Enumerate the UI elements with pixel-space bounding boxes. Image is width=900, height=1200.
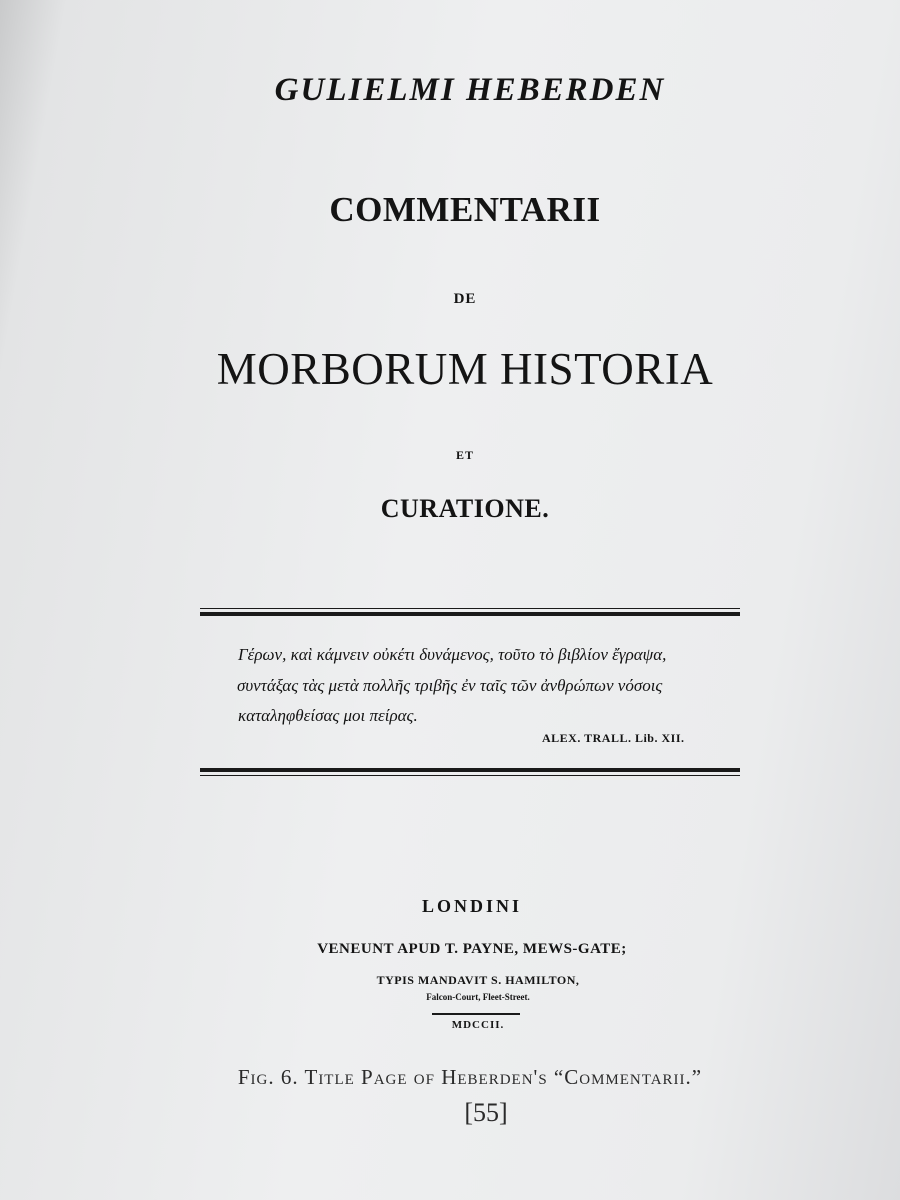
epigraph-bottom-rule: [200, 768, 740, 776]
title-commentarii: COMMENTARII: [329, 190, 601, 229]
imprint-address: Falcon-Court, Fleet-Street.: [426, 992, 530, 1002]
epigraph-top-rule: [200, 608, 740, 616]
epigraph-attribution: ALEX. TRALL. Lib. XII.: [542, 731, 685, 745]
title-morborum-historia: MORBORUM HISTORIA: [216, 344, 714, 394]
figure-caption: Fig. 6. Title Page of Heberden's “Commentarii.”: [237, 1065, 703, 1089]
epigraph-line-2: συντάξας τὰς μετὰ πολλῆς τριβῆς ἐν ταῖς τῶν ἀνθρώπων νόσοις: [237, 676, 663, 695]
epigraph-line-3: καταληφθείσας μοι πείρας.: [238, 706, 418, 725]
imprint-city: LONDINI: [421, 896, 522, 916]
page-number: [55]: [464, 1098, 508, 1127]
imprint-seller: VENEUNT APUD T. PAYNE, MEWS-GATE;: [317, 941, 627, 957]
imprint-divider: [432, 1013, 520, 1015]
title-curatione: CURATIONE.: [380, 494, 550, 523]
imprint-printer: TYPIS MANDAVIT S. HAMILTON,: [376, 973, 580, 987]
author-name: GULIELMI HEBERDEN: [274, 72, 666, 108]
title-et: ET: [455, 448, 474, 462]
epigraph-line-1: Γέρων, καὶ κάμνειν οὐκέτι δυνάμενος, τοῦτο τὸ βιβλίον ἔγραψα,: [238, 645, 667, 664]
title-de: DE: [453, 291, 477, 307]
imprint-date: MDCCII.: [451, 1019, 505, 1031]
